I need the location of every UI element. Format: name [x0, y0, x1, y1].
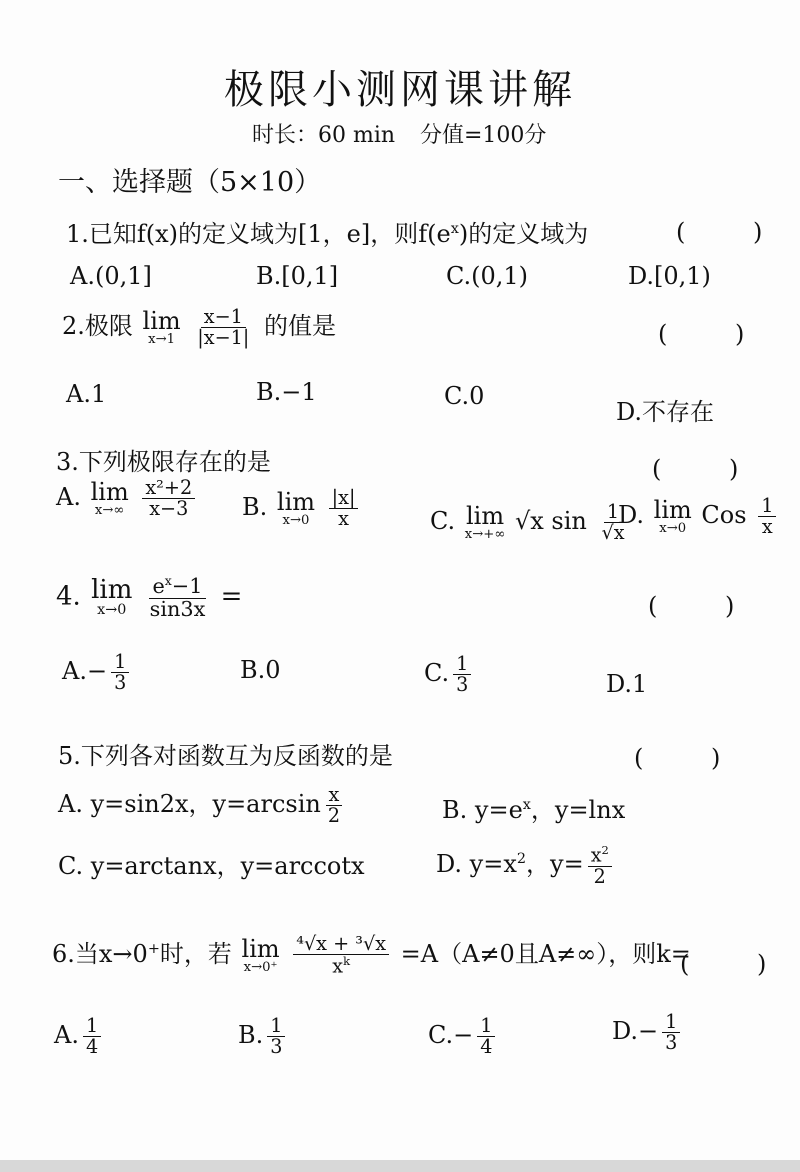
q6-answer-paren: ( ) [680, 950, 797, 978]
q3-option-a [56, 478, 199, 519]
q3-c-expr: √x sin [514, 507, 587, 536]
q6-lim-word: lim [241, 934, 280, 963]
question-2-stem [62, 306, 336, 348]
q6-c-fraction [477, 1016, 495, 1057]
q3-d-label: D. [618, 501, 645, 530]
q4-c-label: C. [424, 659, 450, 688]
q5-answer-paren: ( ) [634, 744, 751, 772]
q4-lim-sub: x→0 [97, 602, 127, 619]
q3-a-num: x²+2 [142, 478, 195, 499]
q3-d-limit [654, 498, 692, 535]
q3-b-den: x [338, 507, 349, 531]
q6-den [329, 955, 353, 977]
q1-answer-paren: ( ) [676, 218, 793, 246]
q3-a-label: A. [56, 483, 81, 512]
q6-lim-sub: x→0⁺ [243, 959, 278, 975]
q3-d-lim-word: lim [653, 496, 692, 525]
q6-b-num: 1 [267, 1016, 285, 1037]
q2-option-b: B.−1 [256, 378, 317, 406]
q6-den-exp: k [343, 954, 351, 969]
q3-d-num: 1 [758, 496, 776, 517]
q4-a-den: 3 [114, 671, 127, 695]
q4-a-fraction [111, 652, 129, 693]
q5-option-d [436, 844, 616, 887]
q6-stem-a: 6.当x→0 [52, 940, 148, 968]
q3-d-fraction [758, 496, 776, 537]
q5-d-fraction [588, 844, 612, 887]
q1-exp: x [450, 221, 459, 237]
q2-fraction [194, 304, 252, 349]
q5-d-mid: ，y= [526, 850, 584, 878]
q4-num-base: e [152, 573, 165, 598]
q5-option-c: C. y=arctanx，y=arccotx [58, 852, 365, 880]
q2-lim-word: lim [142, 306, 181, 335]
q3-d-lim-sub: x→0 [659, 521, 687, 537]
q4-c-fraction [453, 654, 471, 695]
q2-num: x−1 [201, 307, 246, 328]
q6-stem-b: 时，若 [159, 940, 232, 968]
q6-option-c [428, 1016, 499, 1057]
q6-c-label: C.− [428, 1021, 474, 1050]
q1-stem-b: )的定义域为 [458, 220, 589, 248]
q3-d-expr: Cos [701, 501, 747, 530]
q4-a-label: A.− [62, 657, 108, 686]
q2-den: |x−1| [197, 326, 250, 349]
q5-option-a [58, 784, 347, 826]
q4-num-tail: −1 [171, 573, 203, 598]
bottom-edge-strip [0, 1160, 800, 1172]
q4-fraction [147, 574, 209, 621]
q2-stem-a: 2.极限 [62, 312, 133, 340]
q5-d-num-exp: 2 [601, 843, 609, 858]
q4-answer-paren: ( ) [648, 592, 765, 620]
question-5-stem: 5.下列各对函数互为反函数的是 [58, 742, 393, 770]
q3-a-fraction [142, 478, 195, 519]
q6-d-fraction [662, 1012, 680, 1053]
duration-text: 时长：60 min [252, 123, 396, 148]
q1-option-d: D.[0,1) [628, 262, 711, 290]
q4-equals: = [220, 581, 243, 612]
q5-b-tail: ，y=lnx [530, 796, 626, 824]
q3-b-fraction [329, 488, 359, 529]
q6-b-label: B. [238, 1021, 264, 1050]
q1-option-b: B.[0,1] [256, 262, 339, 290]
q3-option-b [242, 488, 362, 529]
q5-a-text: A. y=sin2x，y=arcsin [58, 790, 321, 818]
q3-b-num: |x| [329, 488, 359, 509]
q3-a-den: x−3 [149, 497, 189, 521]
q3-c-limit [465, 504, 506, 541]
q5-option-b [442, 790, 625, 825]
q4-num [149, 574, 205, 599]
q5-d-num [588, 844, 612, 867]
q6-den-base: x [332, 954, 344, 978]
q5-a-num: x [326, 785, 343, 806]
q3-b-lim-sub: x→0 [282, 513, 310, 529]
q3-b-lim-word: lim [276, 488, 316, 517]
q4-option-c [424, 654, 475, 695]
q2-option-c: C.0 [444, 382, 485, 410]
q3-a-limit [91, 480, 129, 517]
q1-option-c: C.(0,1) [446, 262, 529, 290]
q1-stem-a: 1.已知f(x)的定义域为[1，e]，则f( [66, 220, 437, 248]
q6-fraction [293, 934, 389, 977]
q3-b-label: B. [242, 493, 268, 522]
q6-d-den: 3 [665, 1031, 678, 1055]
q4-num-exp: x [164, 573, 172, 588]
question-3-stem: 3.下列极限存在的是 [56, 448, 271, 476]
q1-option-a: A.(0,1] [70, 262, 152, 290]
q1-exp-base: e [436, 220, 451, 248]
q3-option-d [618, 496, 780, 537]
question-1-stem [66, 214, 588, 249]
q6-c-den: 4 [480, 1035, 493, 1059]
q6-d-label: D.− [612, 1017, 659, 1046]
q6-d-num: 1 [662, 1012, 680, 1033]
q4-option-d: D.1 [606, 670, 648, 698]
q4-option-b: B.0 [240, 656, 281, 684]
q6-stem-c: =A（A≠0且A≠∞），则k= [400, 940, 691, 968]
q5-d-exp: 2 [516, 851, 527, 867]
q6-num: ⁴√x + ³√x [293, 934, 389, 955]
q4-option-a [62, 652, 133, 693]
q5-b-text: B. y=e [442, 796, 523, 824]
q6-a-label: A. [54, 1021, 79, 1050]
q3-a-lim-word: lim [90, 478, 129, 507]
q4-c-den: 3 [456, 673, 469, 697]
q4-label: 4. [56, 581, 81, 612]
q6-limit [241, 934, 280, 975]
q6-a-num: 1 [83, 1016, 101, 1037]
q6-option-a [54, 1016, 105, 1057]
q5-d-text: D. y=x [436, 850, 517, 878]
q4-c-num: 1 [453, 654, 471, 675]
q2-limit [142, 306, 181, 347]
q4-den: sin3x [149, 596, 206, 621]
q3-c-num: 1 [604, 502, 622, 523]
q6-b-fraction [267, 1016, 285, 1057]
q6-a-den: 4 [85, 1035, 99, 1059]
q5-d-den: 2 [593, 864, 606, 888]
q4-limit [91, 577, 132, 617]
q3-c-lim-word: lim [465, 502, 505, 531]
q6-a-fraction [83, 1016, 101, 1057]
question-4-stem [56, 574, 242, 621]
q5-a-fraction [325, 782, 343, 827]
q6-option-d [612, 1012, 684, 1053]
q6-b-den: 3 [270, 1035, 283, 1059]
q3-c-label: C. [430, 507, 456, 536]
score-text: 分值=100分 [420, 123, 547, 148]
page-title: 极限小测网课讲解 [224, 67, 576, 113]
q2-option-a: A.1 [66, 380, 107, 408]
q5-b-exp: x [522, 797, 531, 813]
q3-b-limit [277, 490, 315, 527]
q2-stem-b: 的值是 [263, 312, 336, 340]
question-6-stem [52, 934, 691, 977]
q3-a-lim-sub: x→∞ [94, 503, 125, 519]
q3-d-den: x [761, 515, 773, 539]
q2-answer-paren: ( ) [658, 320, 775, 348]
q6-c-num: 1 [477, 1016, 495, 1037]
q6-stem-sup: + [147, 941, 160, 957]
q2-option-d: D.不存在 [616, 398, 715, 426]
q3-c-den: √x [601, 521, 625, 545]
q3-answer-paren: ( ) [652, 455, 769, 483]
section-heading: 一、选择题（5×10） [58, 167, 322, 198]
q5-d-num-base: x [590, 843, 602, 867]
q5-a-den: 2 [327, 804, 341, 827]
q4-lim-word: lim [91, 575, 133, 606]
q6-option-b [238, 1016, 289, 1057]
q3-c-lim-sub: x→+∞ [464, 527, 506, 543]
q4-a-num: 1 [111, 652, 129, 673]
q3-option-c [430, 502, 632, 543]
q2-lim-sub: x→1 [148, 331, 176, 347]
